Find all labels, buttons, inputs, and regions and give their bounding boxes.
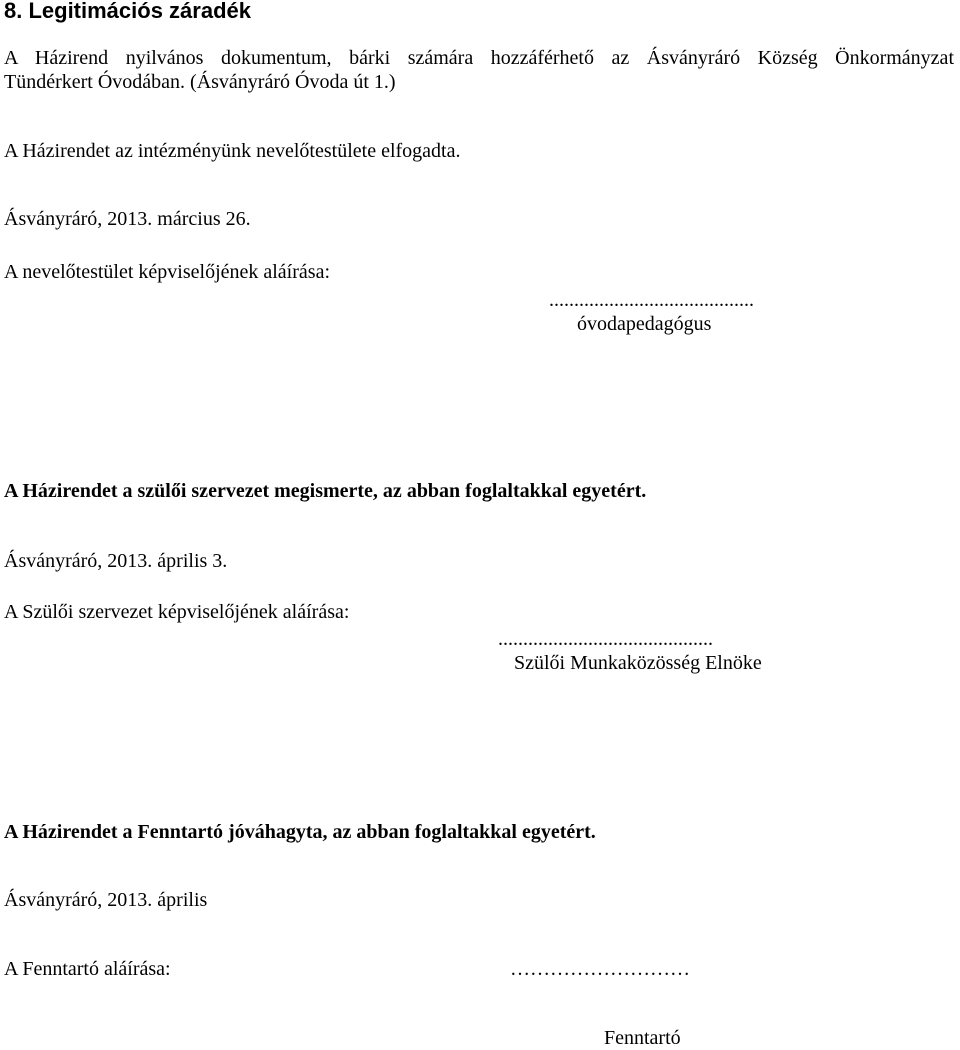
parents-date: Ásványráró, 2013. április 3. xyxy=(4,550,228,572)
maintainer-signature-label: A Fenntartó aláírása: xyxy=(4,958,171,980)
maintainer-date: Ásványráró, 2013. április xyxy=(4,889,208,911)
parents-signature-line: ........................................... xyxy=(498,628,713,650)
parents-signature-label: A Szülői szervezet képviselőjének aláírása: xyxy=(4,601,350,623)
staff-statement: A Házirendet az intézményünk nevelőtestülete elfogadta. xyxy=(4,140,461,162)
parents-signer-title: Szülői Munkaközösség Elnöke xyxy=(514,652,762,674)
staff-signature-line: ......................................... xyxy=(549,289,754,311)
intro-line-1: A Házirend nyilvános dokumentum, bárki számára hozzáférhető az Ásványráró Község Önkormányzat xyxy=(4,47,954,69)
parents-statement: A Házirendet a szülői szervezet megismerte, az abban foglaltakkal egyetért. xyxy=(4,480,647,502)
maintainer-signature-line: ……………………… xyxy=(510,958,690,980)
intro-line-2: Tündérkert Óvodában. (Ásványráró Óvoda út 1.) xyxy=(4,71,396,93)
staff-signature-label: A nevelőtestület képviselőjének aláírása: xyxy=(4,261,330,283)
staff-signer-title: óvodapedagógus xyxy=(577,313,712,335)
section-title: 8. Legitimációs záradék xyxy=(4,0,251,23)
maintainer-statement: A Házirendet a Fenntartó jóváhagyta, az abban foglaltakkal egyetért. xyxy=(4,821,596,843)
maintainer-signer-title: Fenntartó xyxy=(604,1027,681,1049)
staff-date: Ásványráró, 2013. március 26. xyxy=(4,208,251,230)
